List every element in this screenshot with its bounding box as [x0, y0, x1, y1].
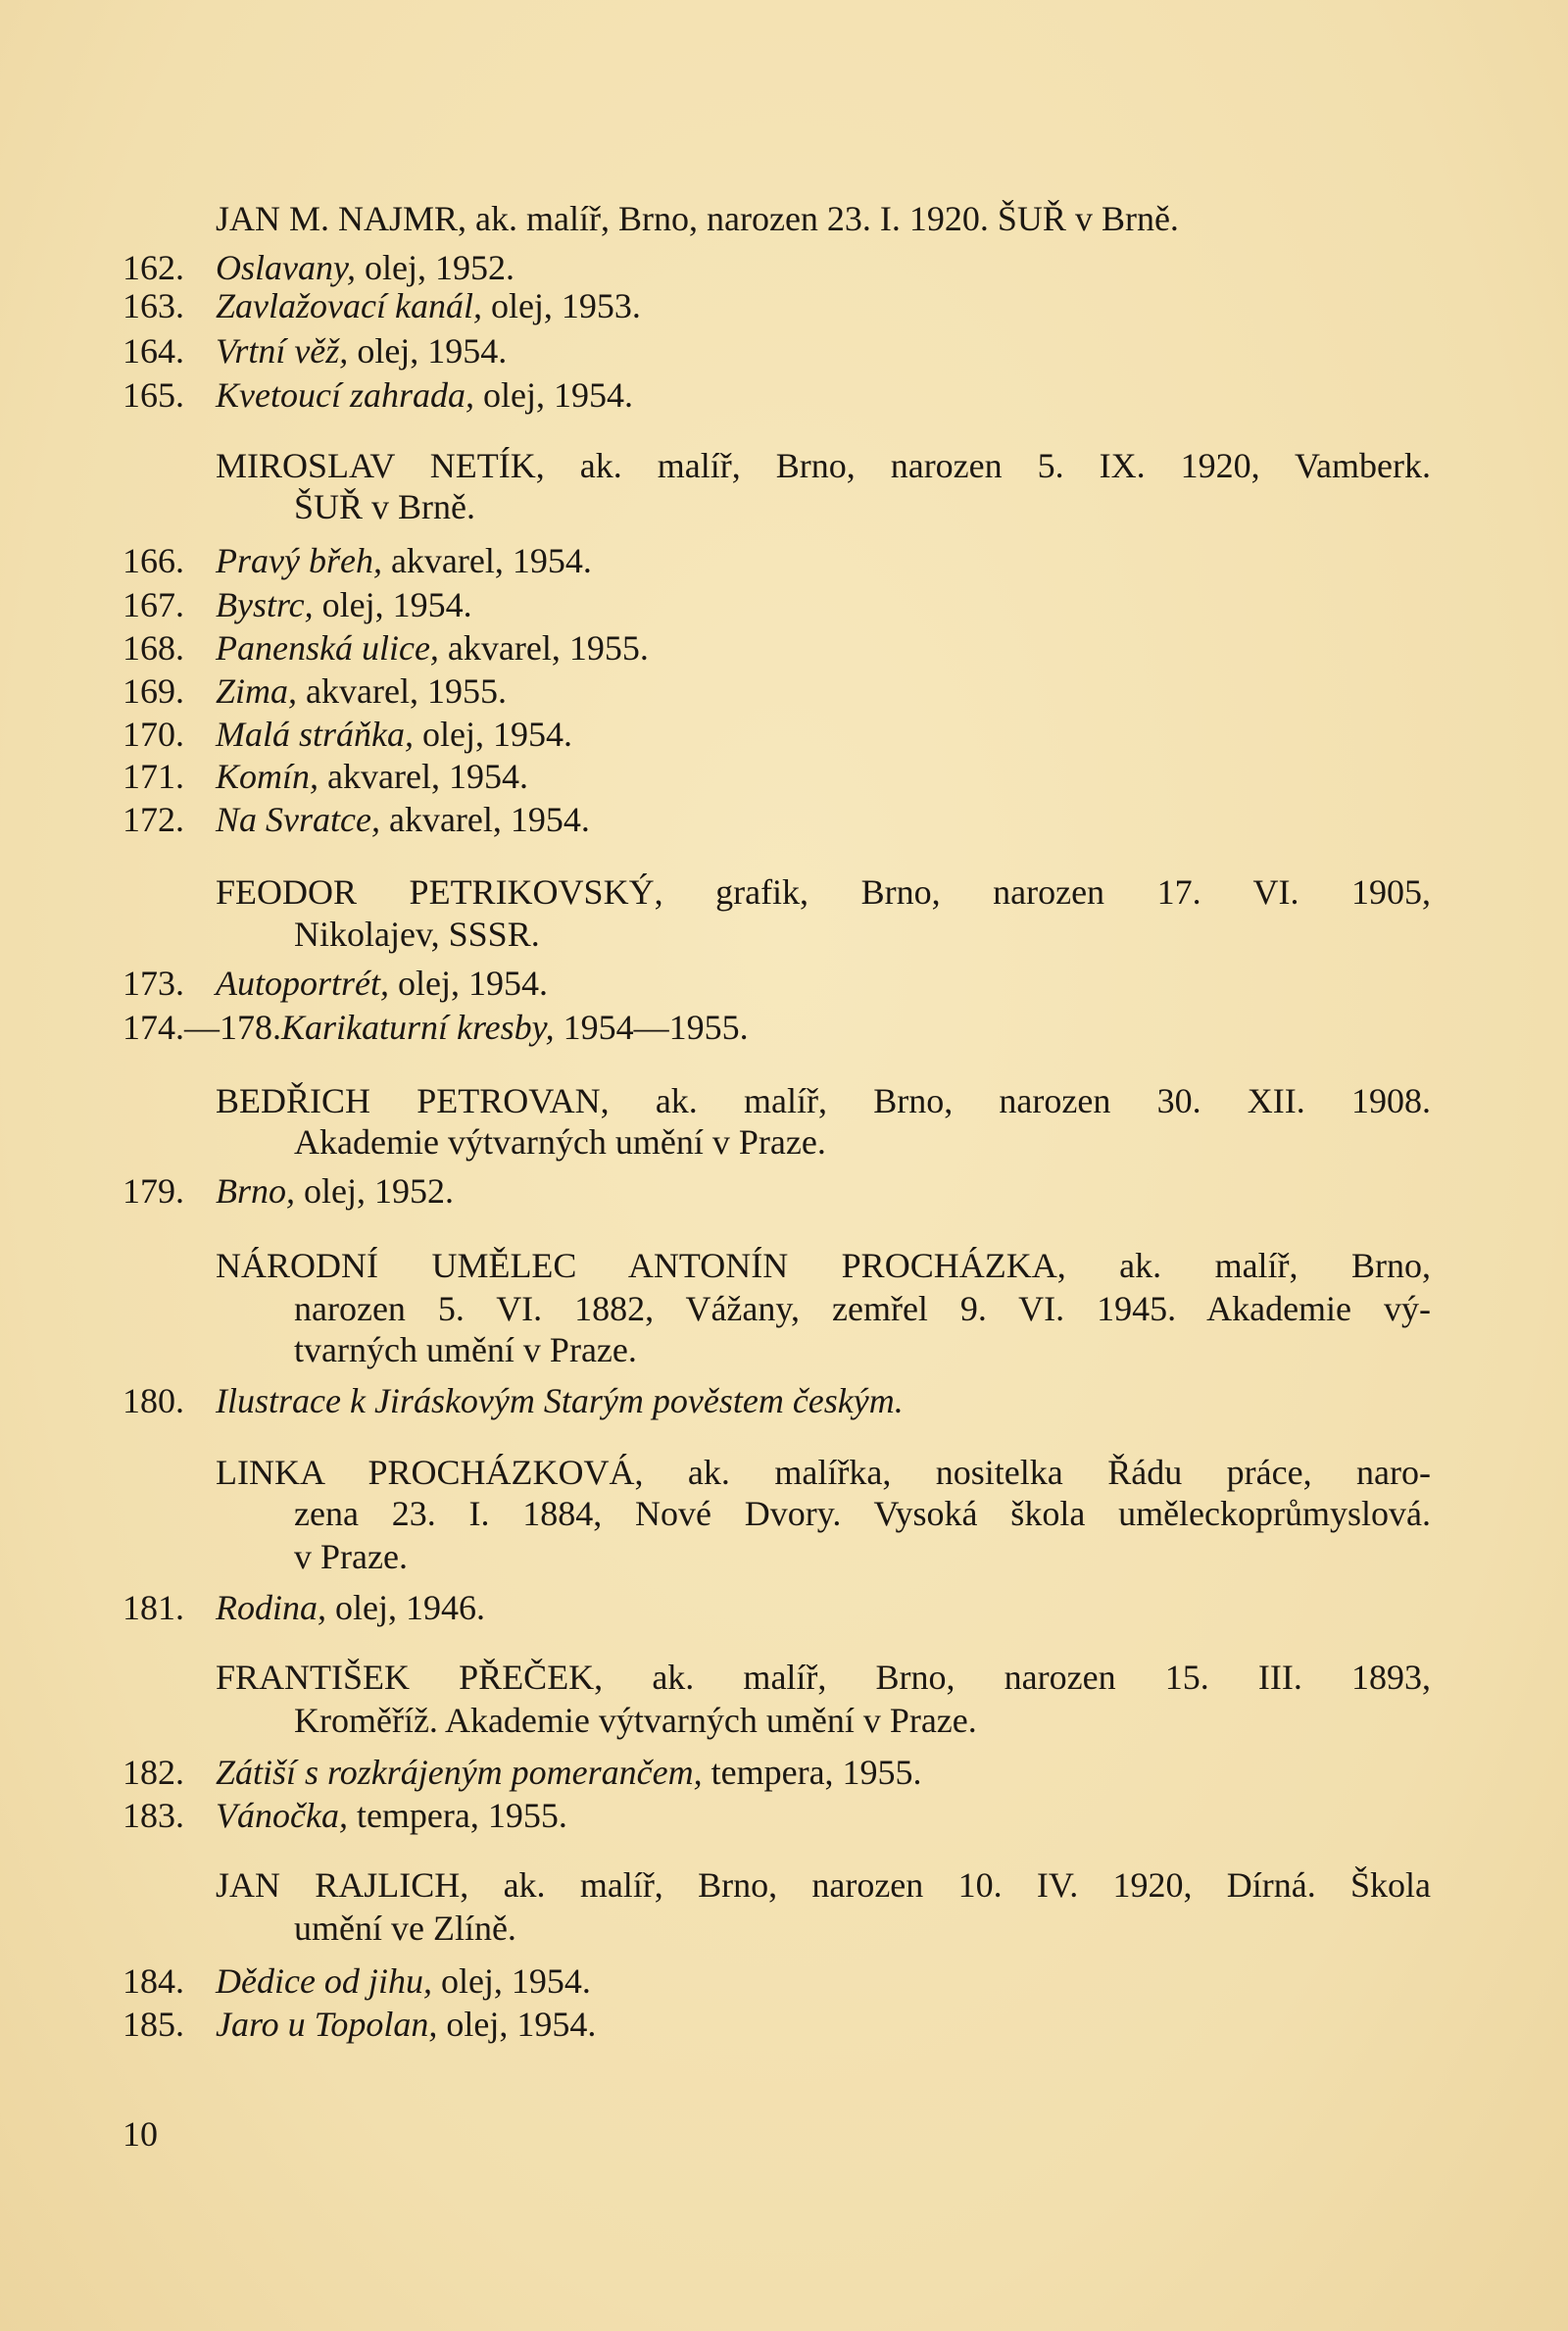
artist-heading-continuation: ŠUŘ v Brně.	[294, 487, 476, 526]
entry-title: Komín,	[216, 757, 319, 796]
artist-heading: MIROSLAV NETÍK, ak. malíř, Brno, narozen 5. IX. 1920, Vamberk.	[216, 446, 1431, 485]
catalog-entry	[122, 373, 633, 417]
entry-number: 181.	[122, 1588, 184, 1627]
artist-heading: JAN M. NAJMR, ak. malíř, Brno, narozen 23. I. 1920. ŠUŘ v Brně.	[216, 199, 1179, 238]
artist-heading-continuation: v Praze.	[294, 1537, 408, 1576]
entry-title: Brno,	[216, 1171, 295, 1211]
entry-title: Zima,	[216, 671, 298, 711]
entry-number: 184.	[122, 1961, 184, 2001]
entry-details: olej, 1954.	[348, 331, 508, 371]
entry-title: Karikaturní kresby,	[281, 1008, 555, 1047]
entry-details: olej, 1954.	[437, 2005, 597, 2044]
entry-title: Panenská ulice,	[216, 628, 439, 668]
catalog-entry	[122, 1169, 454, 1213]
entry-details: akvarel, 1955.	[297, 671, 507, 711]
catalog-entry	[122, 798, 590, 841]
artist-heading: FRANTIŠEK PŘEČEK, ak. malíř, Brno, narozen 15. III. 1893,	[216, 1658, 1431, 1697]
catalog-entry	[122, 626, 649, 670]
artist-heading: NÁRODNÍ UMĚLEC ANTONÍN PROCHÁZKA, ak. malíř, Brno,	[216, 1246, 1431, 1285]
catalog-entry	[122, 246, 514, 289]
entry-details: 1954—1955.	[554, 1008, 749, 1047]
page-number: 10	[122, 2114, 158, 2154]
entry-number: 166.	[122, 541, 184, 580]
catalog-entry	[122, 670, 507, 713]
catalog-entry	[122, 713, 572, 756]
entry-number: 179.	[122, 1171, 184, 1211]
artist-heading: BEDŘICH PETROVAN, ak. malíř, Brno, narozen 30. XII. 1908.	[216, 1081, 1431, 1120]
catalog-entry	[122, 1006, 749, 1049]
artist-heading: FEODOR PETRIKOVSKÝ, grafik, Brno, narozen 17. VI. 1905,	[216, 872, 1431, 912]
entry-details: olej, 1946.	[326, 1588, 485, 1627]
entry-number: 173.	[122, 964, 184, 1003]
entry-title: Autoportrét,	[216, 964, 389, 1003]
entry-number: 165.	[122, 375, 184, 415]
entry-number: 163.	[122, 286, 184, 325]
entry-number: 180.	[122, 1381, 184, 1420]
catalog-entry	[122, 962, 548, 1005]
entry-details: olej, 1954.	[313, 585, 472, 624]
catalog-entry	[122, 1586, 485, 1629]
artist-heading-continuation: zena 23. I. 1884, Nové Dvory. Vysoká škola uměleckoprůmyslová.	[294, 1494, 1431, 1533]
entry-number: 164.	[122, 331, 184, 371]
entry-number: 174.—178.	[122, 1008, 281, 1047]
entry-number: 182.	[122, 1753, 184, 1792]
entry-title: Ilustrace k Jiráskovým Starým pověstem českým.	[216, 1381, 904, 1420]
artist-heading-continuation: umění ve Zlíně.	[294, 1909, 516, 1948]
entry-title: Malá stráňka,	[216, 715, 414, 754]
entry-title: Dědice od jihu,	[216, 1961, 432, 2001]
entry-title: Zavlažovací kanál,	[216, 286, 482, 325]
artist-heading: LINKA PROCHÁZKOVÁ, ak. malířka, nositelka Řádu práce, naro-	[216, 1453, 1431, 1492]
entry-number: 170.	[122, 715, 184, 754]
entry-details: tempera, 1955.	[347, 1796, 567, 1835]
entry-title: Jaro u Topolan,	[216, 2005, 438, 2044]
catalog-entry	[122, 1794, 567, 1837]
entry-title: Kvetoucí zahrada,	[216, 375, 474, 415]
artist-heading-continuation: tvarných umění v Praze.	[294, 1330, 637, 1369]
entry-title: Vánočka,	[216, 1796, 348, 1835]
artist-heading-continuation: narozen 5. VI. 1882, Vážany, zemřel 9. VI. 1945. Akademie vý-	[294, 1289, 1431, 1328]
entry-title: Vrtní věž,	[216, 331, 349, 371]
entry-number: 169.	[122, 671, 184, 711]
entry-number: 172.	[122, 800, 184, 839]
entry-title: Rodina,	[216, 1588, 326, 1627]
entry-details: olej, 1954.	[473, 375, 633, 415]
artist-heading-continuation: Akademie výtvarných umění v Praze.	[294, 1122, 826, 1162]
entry-number: 168.	[122, 628, 184, 668]
entry-details: olej, 1954.	[431, 1961, 591, 2001]
catalog-entry	[122, 583, 472, 626]
entry-details: olej, 1952.	[295, 1171, 454, 1211]
artist-heading-continuation: Kroměříž. Akademie výtvarných umění v Praze.	[294, 1701, 977, 1740]
entry-details: akvarel, 1954.	[318, 757, 528, 796]
entry-details: akvarel, 1955.	[438, 628, 649, 668]
entry-number: 171.	[122, 757, 184, 796]
entry-number: 162.	[122, 248, 184, 287]
entry-details: olej, 1952.	[355, 248, 514, 287]
entry-title: Na Svratce,	[216, 800, 380, 839]
artist-heading-continuation: Nikolajev, SSSR.	[294, 915, 540, 954]
entry-details: akvarel, 1954.	[379, 800, 590, 839]
entry-details: olej, 1954.	[389, 964, 548, 1003]
entry-title: Pravý břeh,	[216, 541, 382, 580]
entry-number: 185.	[122, 2005, 184, 2044]
catalog-entry	[122, 539, 592, 582]
entry-details: olej, 1953.	[481, 286, 641, 325]
catalog-entry	[122, 755, 528, 798]
catalog-entry	[122, 1751, 922, 1794]
entry-number: 183.	[122, 1796, 184, 1835]
entry-title: Zátiší s rozkrájeným pomerančem,	[216, 1753, 703, 1792]
catalog-entry	[122, 2003, 596, 2046]
catalog-entry	[122, 329, 507, 372]
artist-heading: JAN RAJLICH, ak. malíř, Brno, narozen 10. IV. 1920, Dírná. Škola	[216, 1865, 1431, 1905]
entry-title: Oslavany,	[216, 248, 356, 287]
entry-details: tempera, 1955.	[702, 1753, 922, 1792]
entry-number: 167.	[122, 585, 184, 624]
entry-details: akvarel, 1954.	[381, 541, 592, 580]
catalog-entry	[122, 284, 641, 327]
entry-title: Bystrc,	[216, 585, 314, 624]
entry-details: olej, 1954.	[414, 715, 572, 754]
catalog-entry	[122, 1959, 591, 2003]
catalog-entry	[122, 1379, 904, 1422]
